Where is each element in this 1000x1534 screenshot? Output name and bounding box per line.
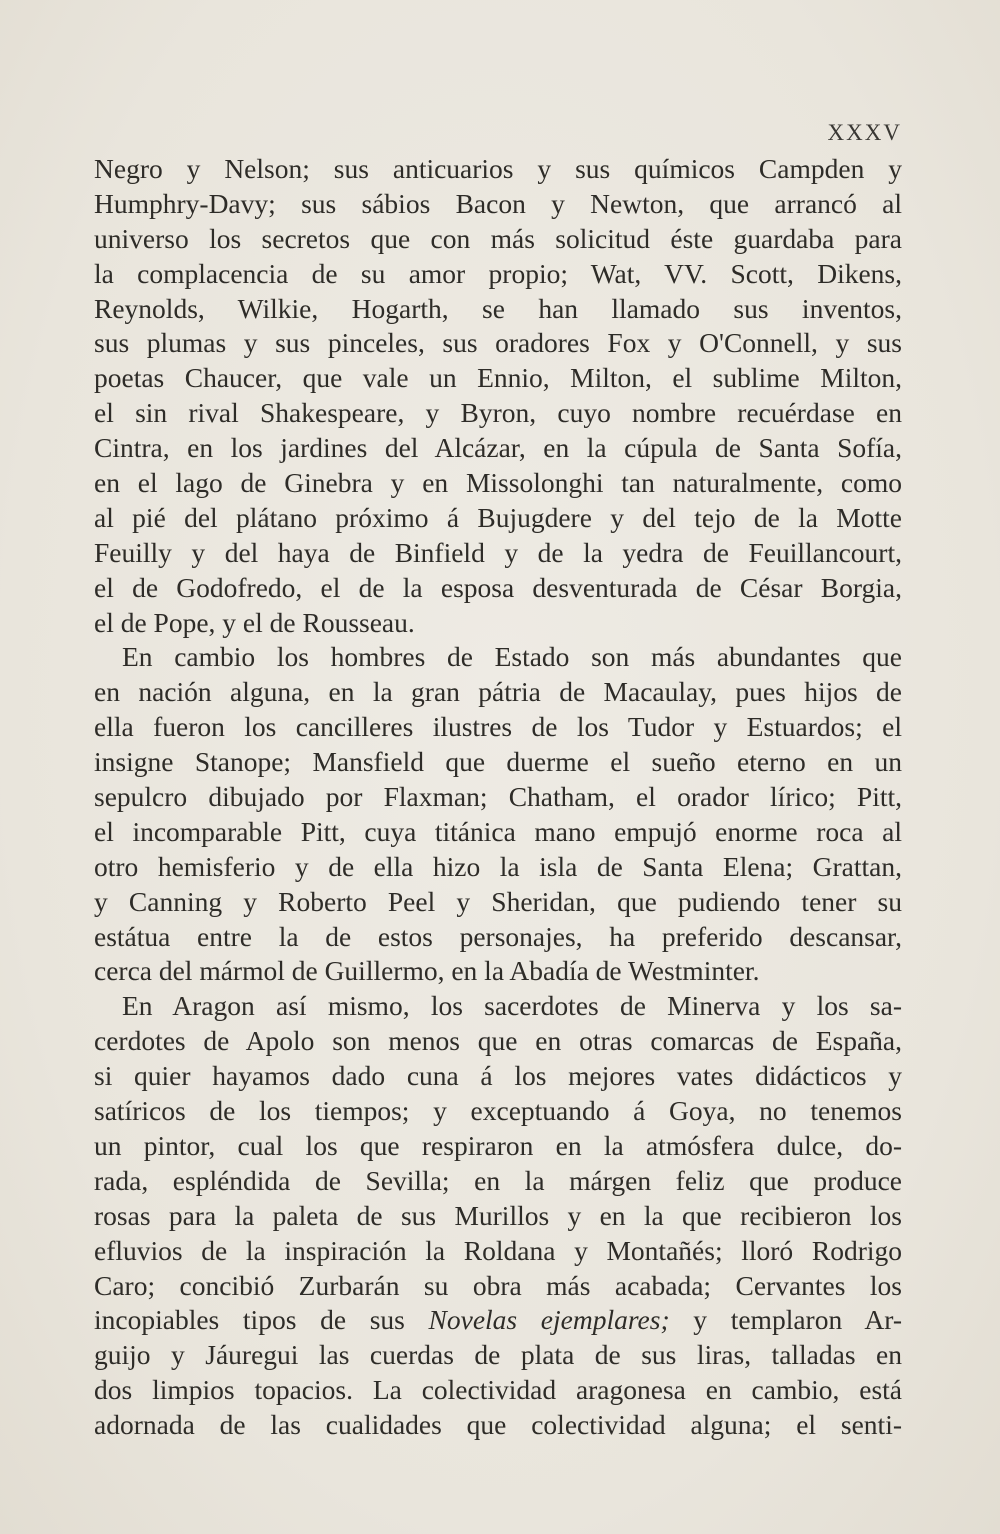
text-line: el de Pope, y el de Rousseau. xyxy=(94,606,415,638)
text-line: Humphry-Davy; sus sábios Bacon y Newton, que arrancó al xyxy=(94,187,902,219)
page-number: XXXV xyxy=(827,120,902,145)
text-line: al pié del plátano próximo á Bujugdere y del tejo de la Motte xyxy=(94,501,902,533)
text-line: la complacencia de su amor propio; Wat, VV. Scott, Dikens, xyxy=(94,257,902,289)
text-line: en nación alguna, en la gran pátria de Macaulay, pues hijos de xyxy=(94,676,902,708)
paragraph xyxy=(94,152,902,640)
text-line: ella fueron los cancilleres ilustres de los Tudor y Estuardos; el xyxy=(94,711,902,743)
text-line: sus plumas y sus pinceles, sus oradores Fox y O'Connell, y sus xyxy=(94,327,902,359)
text-line: guijo y Jáuregui las cuerdas de plata de sus liras, talladas en xyxy=(94,1339,902,1371)
text-line: cerdotes de Apolo son menos que en otras comarcas de España, xyxy=(94,1025,902,1057)
text-line: poetas Chaucer, que vale un Ennio, Milton, el sublime Milton, xyxy=(94,362,902,394)
text-line: Caro; concibió Zurbarán su obra más acabada; Cervantes los xyxy=(94,1269,902,1301)
text-line: En cambio los hombres de Estado son más abundantes que xyxy=(122,641,902,673)
text-line: el de Godofredo, el de la esposa desventurada de César Borgia, xyxy=(94,571,902,603)
text-line: Negro y Nelson; sus anticuarios y sus químicos Campden y xyxy=(94,153,902,184)
text-segment: incopiables tipos de sus xyxy=(94,1304,429,1336)
text-line: en el lago de Ginebra y en Missolonghi tan naturalmente, como xyxy=(94,467,902,499)
text-line: En Aragon así mismo, los sacerdotes de Minerva y los sa- xyxy=(122,990,902,1022)
text-line: rosas para la paleta de sus Murillos y en la que recibieron los xyxy=(94,1199,902,1231)
text-line: el sin rival Shakespeare, y Byron, cuyo nombre recuérdase en xyxy=(94,397,902,429)
text-line-mixed xyxy=(94,1303,902,1338)
text-line: efluvios de la inspiración la Roldana y Montañés; lloró Rodrigo xyxy=(94,1234,902,1266)
text-line: el incomparable Pitt, cuya titánica mano empujó enorme roca al xyxy=(94,815,902,847)
text-line: otro hemisferio y de ella hizo la isla de Santa Elena; Grattan, xyxy=(94,850,902,882)
book-title-italic: Novelas ejemplares; xyxy=(428,1304,670,1336)
text-line: dos limpios topacios. La colectividad aragonesa en cambio, está xyxy=(94,1374,902,1406)
text-line: satíricos de los tiempos; y exceptuando á Goya, no tenemos xyxy=(94,1095,902,1127)
text-line: adornada de las cualidades que colectividad alguna; el senti- xyxy=(94,1409,902,1441)
text-line: rada, espléndida de Sevilla; en la márgen feliz que produce xyxy=(94,1164,902,1196)
text-line: Cintra, en los jardines del Alcázar, en la cúpula de Santa Sofía, xyxy=(94,432,902,464)
paragraph xyxy=(94,989,902,1443)
text-segment: y templaron Ar- xyxy=(669,1304,902,1336)
text-line: insigne Stanope; Mansfield que duerme el sueño eterno en un xyxy=(94,746,902,778)
text-line: estátua entre la de estos personajes, ha preferido descansar, xyxy=(94,920,902,952)
text-line: un pintor, cual los que respiraron en la atmósfera dulce, do- xyxy=(94,1129,902,1161)
paragraph xyxy=(94,640,902,989)
text-line: sepulcro dibujado por Flaxman; Chatham, el orador lírico; Pitt, xyxy=(94,781,902,813)
text-line: y Canning y Roberto Peel y Sheridan, que pudiendo tener su xyxy=(94,885,902,917)
text-line: Reynolds, Wilkie, Hogarth, se han llamado sus inventos, xyxy=(94,292,902,324)
text-line: si quier hayamos dado cuna á los mejores vates didácticos y xyxy=(94,1060,902,1092)
body-text xyxy=(94,152,902,1443)
text-line: Feuilly y del haya de Binfield y de la yedra de Feuillancourt, xyxy=(94,536,902,568)
text-line: cerca del mármol de Guillermo, en la Abadía de Westminter. xyxy=(94,955,760,987)
text-line: universo los secretos que con más solicitud éste guardaba para xyxy=(94,222,902,254)
